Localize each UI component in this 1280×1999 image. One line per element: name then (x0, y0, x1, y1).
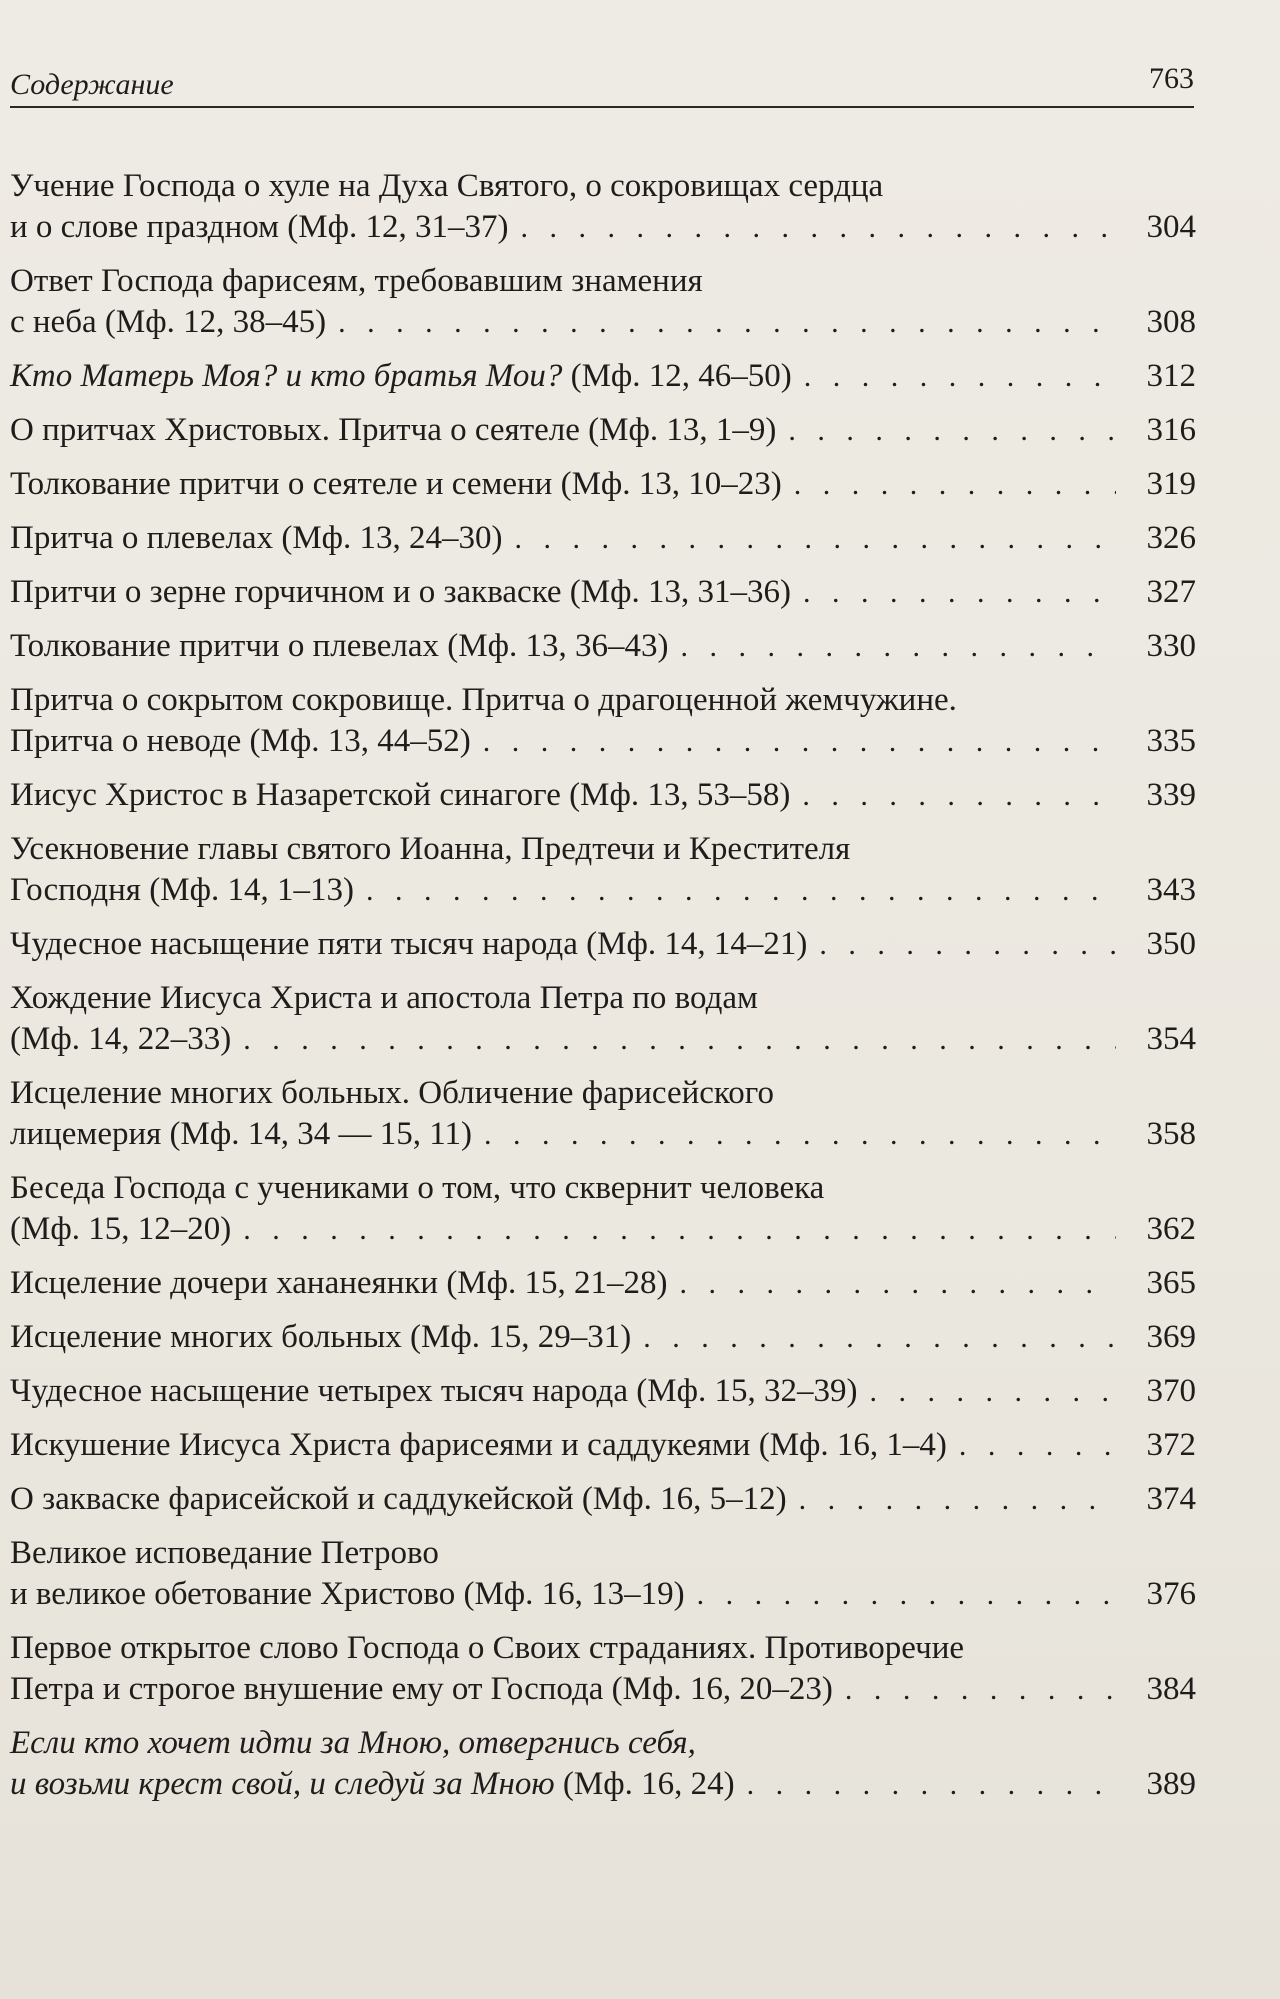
toc-entry[interactable] (10, 410, 1196, 451)
toc-entry-title-line: Усекновение главы святого Иоанна, Предтечи и Крестителя (10, 831, 851, 867)
toc-entry-page-number: 362 (1146, 1211, 1196, 1247)
toc-entry-title-line: Чудесное насыщение четырех тысяч народа (Мф. 15, 32–39) (10, 1373, 858, 1409)
dot-leader (680, 626, 1116, 667)
dot-leader (845, 1669, 1116, 1710)
toc-entry-title-line: Иисус Христос в Назаретской синагоге (Мф. 13, 53–58) (10, 777, 791, 813)
dot-leader (680, 1263, 1116, 1304)
running-head-page-number: 763 (1149, 62, 1194, 95)
toc-entry[interactable] (10, 356, 1196, 397)
toc-entry-title-line: Великое исповедание Петрово (10, 1535, 439, 1571)
toc-entry[interactable] (10, 1425, 1196, 1466)
toc-entry-page-number: 312 (1146, 358, 1196, 394)
dot-leader (697, 1574, 1116, 1615)
toc-entry-page-number: 354 (1146, 1021, 1196, 1057)
toc-entry-page-number: 304 (1146, 209, 1196, 245)
toc-entry[interactable] (10, 1533, 1196, 1615)
toc-entry[interactable] (10, 1263, 1196, 1304)
dot-leader (799, 1479, 1116, 1520)
toc-entry[interactable] (10, 1073, 1196, 1155)
running-head (10, 56, 1194, 108)
dot-leader (643, 1317, 1116, 1358)
running-head-title: Содержание (10, 68, 174, 101)
toc-entry-page-number: 365 (1146, 1265, 1196, 1301)
toc-entry-title-line (10, 1764, 735, 1805)
toc-entry-page-number: 370 (1146, 1373, 1196, 1409)
dot-leader (483, 721, 1116, 762)
dot-leader (747, 1764, 1116, 1805)
toc-entry-page-number: 319 (1146, 466, 1196, 502)
dot-leader (794, 464, 1116, 505)
dot-leader (338, 302, 1116, 343)
toc-entry-title-line: и великое обетование Христово (Мф. 16, 13–19) (10, 1576, 685, 1612)
toc-entry-page-number: 350 (1146, 926, 1196, 962)
toc-entry-title-line: Ответ Господа фарисеям, требовавшим знамения (10, 263, 703, 299)
toc-entry-title-line: Господня (Мф. 14, 1–13) (10, 872, 354, 908)
toc-entry[interactable] (10, 1168, 1196, 1250)
toc-entry-title-line: Притча о неводе (Мф. 13, 44–52) (10, 723, 471, 759)
toc-entry-title-line: с неба (Мф. 12, 38–45) (10, 304, 327, 340)
toc-entry-title-line: Притчи о зерне горчичном и о закваске (Мф. 13, 31–36) (10, 574, 791, 610)
toc-entry[interactable] (10, 775, 1196, 816)
toc-entry-title-line: Исцеление многих больных. Обличение фарисейского (10, 1075, 774, 1111)
dot-leader (243, 1019, 1116, 1060)
toc-entry-italic-quote: Если кто хочет идти за Мною, отвергнись себя, (10, 1725, 696, 1761)
dot-leader (243, 1209, 1116, 1250)
toc-entry[interactable] (10, 829, 1196, 911)
toc-entry-page-number: 358 (1146, 1116, 1196, 1152)
toc-entry-page-number: 327 (1146, 574, 1196, 610)
table-of-contents (10, 166, 1196, 1818)
toc-entry-title-line: Исцеление многих больных (Мф. 15, 29–31) (10, 1319, 632, 1355)
toc-entry-title-line: Первое открытое слово Господа о Своих страданиях. Противоречие (10, 1630, 965, 1666)
dot-leader (819, 924, 1116, 965)
toc-entry-page-number: 339 (1146, 777, 1196, 813)
toc-entry-page-number: 372 (1146, 1427, 1196, 1463)
toc-entry[interactable] (10, 924, 1196, 965)
dot-leader (804, 356, 1116, 397)
toc-entry[interactable] (10, 1723, 1196, 1805)
toc-entry-title-line: (Мф. 15, 12–20) (10, 1211, 232, 1247)
toc-entry-title-line: Петра и строгое внушение ему от Господа (Мф. 16, 20–23) (10, 1671, 833, 1707)
toc-entry[interactable] (10, 626, 1196, 667)
toc-entry-page-number: 330 (1146, 628, 1196, 664)
toc-entry-reference: (Мф. 16, 24) (554, 1766, 735, 1802)
toc-entry-page-number: 384 (1146, 1671, 1196, 1707)
toc-entry-italic-quote: и возьми крест свой, и следуй за Мною (10, 1766, 555, 1802)
dot-leader (869, 1371, 1116, 1412)
toc-entry-title-line: Притча о сокрытом сокровище. Притча о драгоценной жемчужине. (10, 682, 957, 718)
toc-entry-title-line: Толкование притчи о сеятеле и семени (Мф. 13, 10–23) (10, 466, 782, 502)
dot-leader (366, 870, 1116, 911)
toc-entry[interactable] (10, 166, 1196, 248)
dot-leader (803, 572, 1116, 613)
toc-entry-title-line: Притча о плевелах (Мф. 13, 24–30) (10, 520, 503, 556)
toc-entry-title-line (10, 356, 792, 397)
toc-entry[interactable] (10, 1628, 1196, 1710)
toc-entry-page-number: 376 (1146, 1576, 1196, 1612)
toc-entry-title-line: Чудесное насыщение пяти тысяч народа (Мф. 14, 14–21) (10, 926, 808, 962)
dot-leader (515, 518, 1116, 559)
toc-entry[interactable] (10, 464, 1196, 505)
toc-entry-page-number: 343 (1146, 872, 1196, 908)
toc-entry[interactable] (10, 1371, 1196, 1412)
toc-entry[interactable] (10, 1479, 1196, 1520)
toc-entry-page-number: 308 (1146, 304, 1196, 340)
toc-entry-page-number: 326 (1146, 520, 1196, 556)
toc-entry-page-number: 374 (1146, 1481, 1196, 1517)
toc-entry-title-line: О закваске фарисейской и саддукейской (Мф. 16, 5–12) (10, 1481, 787, 1517)
toc-entry[interactable] (10, 1317, 1196, 1358)
toc-entry-title-line: Хождение Иисуса Христа и апостола Петра по водам (10, 980, 758, 1016)
toc-entry-title-line: О притчах Христовых. Притча о сеятеле (Мф. 13, 1–9) (10, 412, 777, 448)
toc-entry-title-line: и о слове праздном (Мф. 12, 31–37) (10, 209, 509, 245)
toc-entry-italic-quote: Кто Матерь Моя? и кто братья Мои? (10, 358, 563, 394)
toc-entry[interactable] (10, 680, 1196, 762)
toc-entry[interactable] (10, 572, 1196, 613)
toc-entry-title-line: Искушение Иисуса Христа фарисеями и саддукеями (Мф. 16, 1–4) (10, 1427, 947, 1463)
dot-leader (788, 410, 1116, 451)
toc-entry-page-number: 335 (1146, 723, 1196, 759)
toc-entry-page-number: 316 (1146, 412, 1196, 448)
dot-leader (484, 1114, 1116, 1155)
toc-entry-title-line: Беседа Господа с учениками о том, что сквернит человека (10, 1170, 825, 1206)
toc-entry-title-line: Учение Господа о хуле на Духа Святого, о сокровищах сердца (10, 168, 884, 204)
toc-entry[interactable] (10, 978, 1196, 1060)
dot-leader (520, 207, 1116, 248)
toc-entry-page-number: 369 (1146, 1319, 1196, 1355)
toc-entry-title-line: (Мф. 14, 22–33) (10, 1021, 232, 1057)
toc-entry[interactable] (10, 518, 1196, 559)
toc-entry-reference: (Мф. 12, 46–50) (562, 358, 792, 394)
toc-entry-page-number: 389 (1146, 1766, 1196, 1802)
dot-leader (802, 775, 1116, 816)
toc-entry-title-line: лицемерия (Мф. 14, 34 — 15, 11) (10, 1116, 473, 1152)
toc-entry-title-line: Исцеление дочери хананеянки (Мф. 15, 21–28) (10, 1265, 668, 1301)
toc-entry[interactable] (10, 261, 1196, 343)
dot-leader (959, 1425, 1116, 1466)
toc-entry-title-line: Толкование притчи о плевелах (Мф. 13, 36–43) (10, 628, 669, 664)
